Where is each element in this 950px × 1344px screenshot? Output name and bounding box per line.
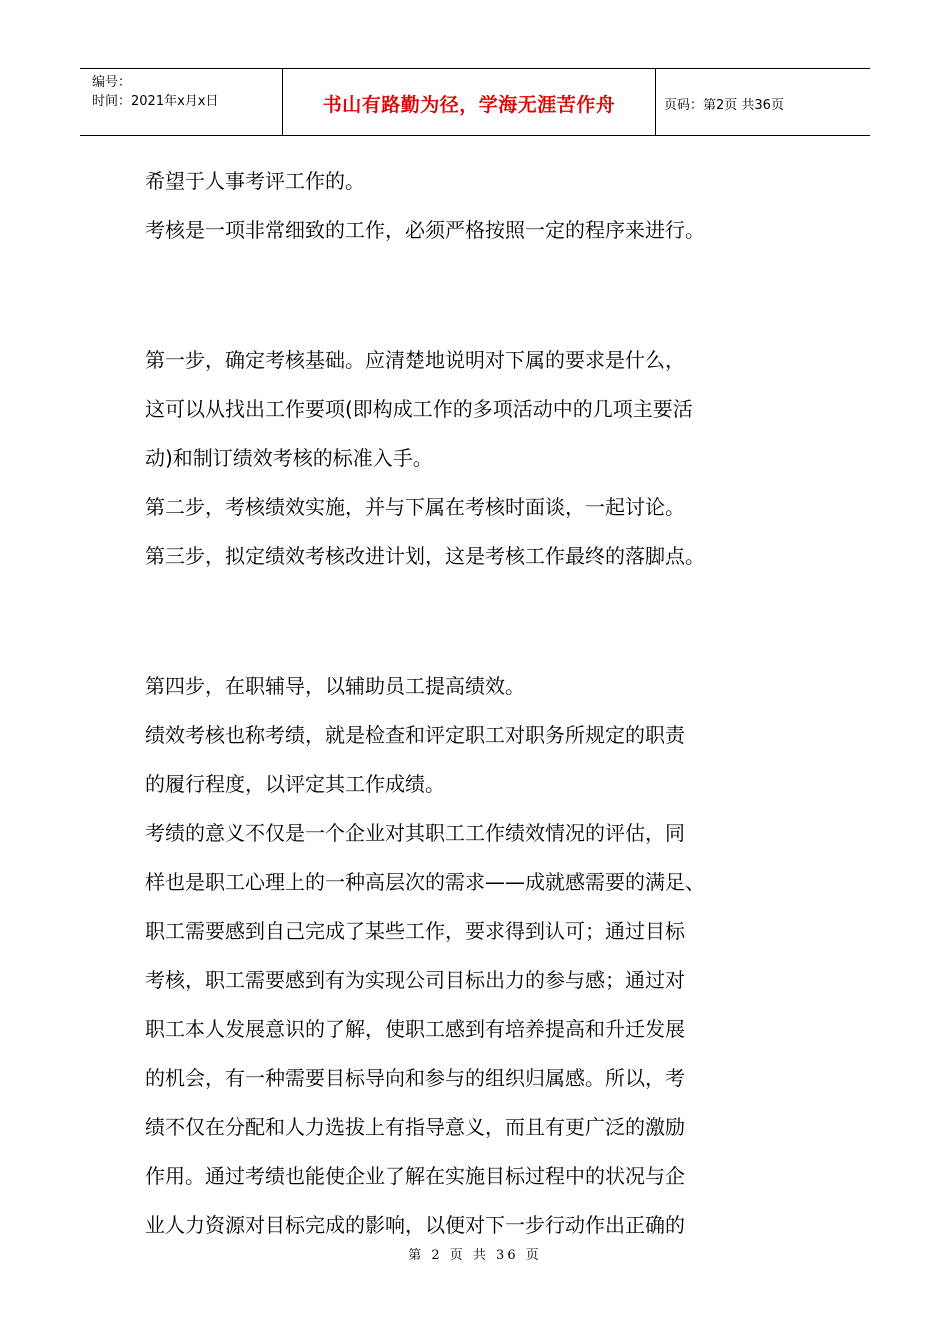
body-text-line: 业人力资源对目标完成的影响，以便对下一步行动作出正确的	[145, 1213, 685, 1237]
document-date: 时间：2021年x月x日	[92, 94, 219, 109]
header-motto: 书山有路勤为径，学海无涯苦作舟	[283, 69, 656, 135]
body-text-line: 作用。通过考绩也能使企业了解在实施目标过程中的状况与企	[145, 1164, 685, 1188]
paragraph-gap	[145, 597, 815, 646]
paragraph-gap	[145, 271, 815, 320]
body-text-line: 动)和制订绩效考核的标准入手。	[145, 446, 433, 470]
header-meta-cell	[80, 69, 283, 135]
body-text-line: 的机会，有一种需要目标导向和参与的组织归属感。所以，考	[145, 1066, 685, 1090]
body-text-line: 职工需要感到自己完成了某些工作，要求得到认可；通过目标	[145, 919, 685, 943]
body-text-line: 职工本人发展意识的了解，使职工感到有培养提高和升迁发展	[145, 1017, 685, 1041]
body-text-line: 第二步，考核绩效实施，并与下属在考核时面谈，一起讨论。	[145, 495, 685, 519]
body-text-line: 考绩的意义不仅是一个企业对其职工工作绩效情况的评估，同	[145, 821, 685, 845]
body-text-line: 第四步，在职辅导，以辅助员工提高绩效。	[145, 674, 525, 698]
document-body	[145, 157, 815, 1250]
body-text-line: 第三步，拟定绩效考核改进计划，这是考核工作最终的落脚点。	[145, 544, 705, 568]
body-text-line: 样也是职工心理上的一种高层次的需求——成就感需要的满足、	[145, 870, 705, 894]
body-text-line: 希望于人事考评工作的。	[145, 169, 365, 193]
body-text-line: 考核是一项非常细致的工作，必须严格按照一定的程序来进行。	[145, 218, 705, 242]
page-footer: 第 2 页 共 36 页	[408, 1248, 542, 1263]
document-number-label: 编号：	[92, 75, 132, 90]
body-text-line: 的履行程度，以评定其工作成绩。	[145, 772, 445, 796]
body-text-line: 绩不仅在分配和人力选拔上有指导意义，而且有更广泛的激励	[145, 1115, 685, 1139]
page-header	[80, 68, 870, 136]
body-text-line: 这可以从找出工作要项(即构成工作的多项活动中的几项主要活	[145, 397, 693, 421]
body-text-line: 考核，职工需要感到有为实现公司目标出力的参与感；通过对	[145, 968, 685, 992]
body-text-line: 绩效考核也称考绩，就是检查和评定职工对职务所规定的职责	[145, 723, 685, 747]
body-text-line: 第一步，确定考核基础。应清楚地说明对下属的要求是什么，	[145, 348, 685, 372]
header-page-info: 页码：第2页 共36页	[664, 97, 784, 113]
